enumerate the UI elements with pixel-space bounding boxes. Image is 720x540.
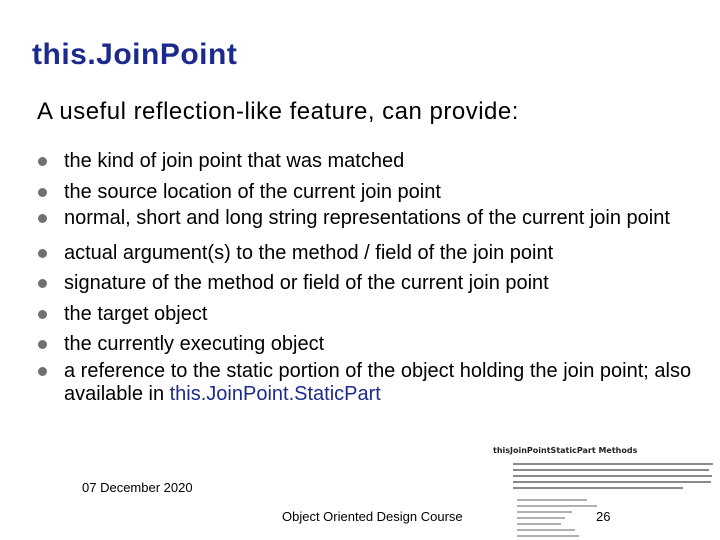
bullet-dot-icon bbox=[38, 249, 47, 258]
footer-date: 07 December 2020 bbox=[82, 480, 193, 495]
thumbnail-code-line bbox=[517, 535, 579, 537]
bullet-text: the currently executing object bbox=[64, 333, 325, 355]
bullet-dot-icon bbox=[38, 340, 47, 349]
bullet-text: the target object bbox=[64, 302, 208, 325]
footer-page-number: 26 bbox=[596, 509, 611, 524]
bullet-dot-icon bbox=[38, 367, 47, 376]
thumbnail-text-line bbox=[513, 487, 683, 489]
bullet-item bbox=[37, 360, 707, 407]
thumbnail-text-line bbox=[513, 469, 709, 471]
bullet-item bbox=[37, 146, 707, 177]
bullet-text: the source location of the current join point bbox=[64, 180, 441, 203]
bullet-dot-icon bbox=[38, 214, 47, 223]
bullet-dot-icon bbox=[38, 310, 47, 319]
bullet-text: signature of the method or field of the current join point bbox=[64, 272, 549, 294]
lead-text: A useful reflection-like feature, can provide: bbox=[37, 98, 519, 125]
bullet-dot-icon bbox=[38, 188, 47, 197]
footer-course: Object Oriented Design Course bbox=[282, 509, 463, 524]
bullet-text: actual argument(s) to the method / field of the join point bbox=[64, 241, 554, 264]
slide-title: this.JoinPoint bbox=[32, 38, 238, 71]
bullet-item bbox=[37, 299, 707, 330]
bullet-dot-icon bbox=[38, 157, 47, 166]
bullet-item bbox=[37, 177, 707, 208]
bullet-list bbox=[37, 146, 707, 414]
bullet-text: the kind of join point that was matched bbox=[64, 150, 405, 172]
thumbnail-slide-preview bbox=[489, 443, 720, 540]
thumbnail-text-line bbox=[513, 481, 711, 483]
thumbnail-code-line bbox=[517, 517, 565, 519]
bullet-dot-icon bbox=[38, 279, 47, 288]
bullet-item bbox=[37, 207, 707, 231]
thumbnail-text-line bbox=[513, 463, 713, 465]
thumbnail-code-line bbox=[517, 529, 575, 531]
thumbnail-code-line bbox=[517, 505, 597, 507]
thumbnail-title: thisJoinPointStaticPart Methods bbox=[493, 446, 638, 455]
staticpart-link[interactable]: this.JoinPoint.StaticPart bbox=[169, 383, 381, 405]
thumbnail-code-line bbox=[517, 499, 587, 501]
bullet-item bbox=[37, 329, 707, 360]
thumbnail-code-line bbox=[517, 523, 561, 525]
bullet-text: normal, short and long string representations of the current join point bbox=[64, 207, 670, 229]
thumbnail-code-line bbox=[517, 511, 572, 513]
bullet-item bbox=[37, 268, 707, 299]
bullet-text: a reference to the static portion of the object holding the join point; also available in bbox=[64, 359, 692, 405]
thumbnail-text-line bbox=[513, 475, 712, 477]
bullet-item bbox=[37, 238, 707, 269]
